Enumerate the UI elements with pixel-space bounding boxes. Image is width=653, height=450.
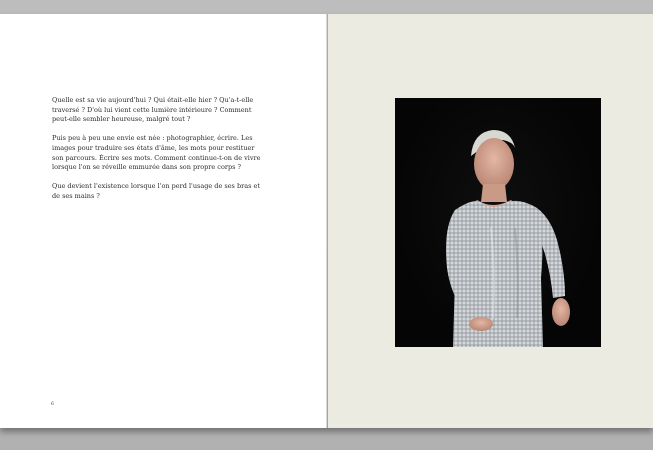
body-text	[52, 96, 262, 211]
page-number: 6	[51, 402, 54, 407]
portrait-illustration	[395, 98, 601, 347]
right-page	[328, 14, 653, 428]
book-spread	[0, 14, 653, 428]
paragraph-2: Puis peu à peu une envie est née : photographier, écrire. Les images pour traduire ses états d'âme, les mots pour restituer son parcours. Écrire ses mots. Comment continue-t-on de vivre lorsque l'on se réveille emmurée dans son propre corps ?	[52, 134, 261, 172]
paragraph-1: Quelle est sa vie aujourd'hui ? Qui était-elle hier ? Qu'a-t-elle traversé ? D'où lui vient cette lumière intérieure ? Comment peut-elle sembler heureuse, malgré tout ?	[52, 96, 254, 124]
portrait-photo	[395, 98, 601, 347]
paragraph-3: Que devient l'existence lorsque l'on perd l'usage de ses bras et de ses mains ?	[52, 182, 260, 200]
left-page	[0, 14, 327, 428]
